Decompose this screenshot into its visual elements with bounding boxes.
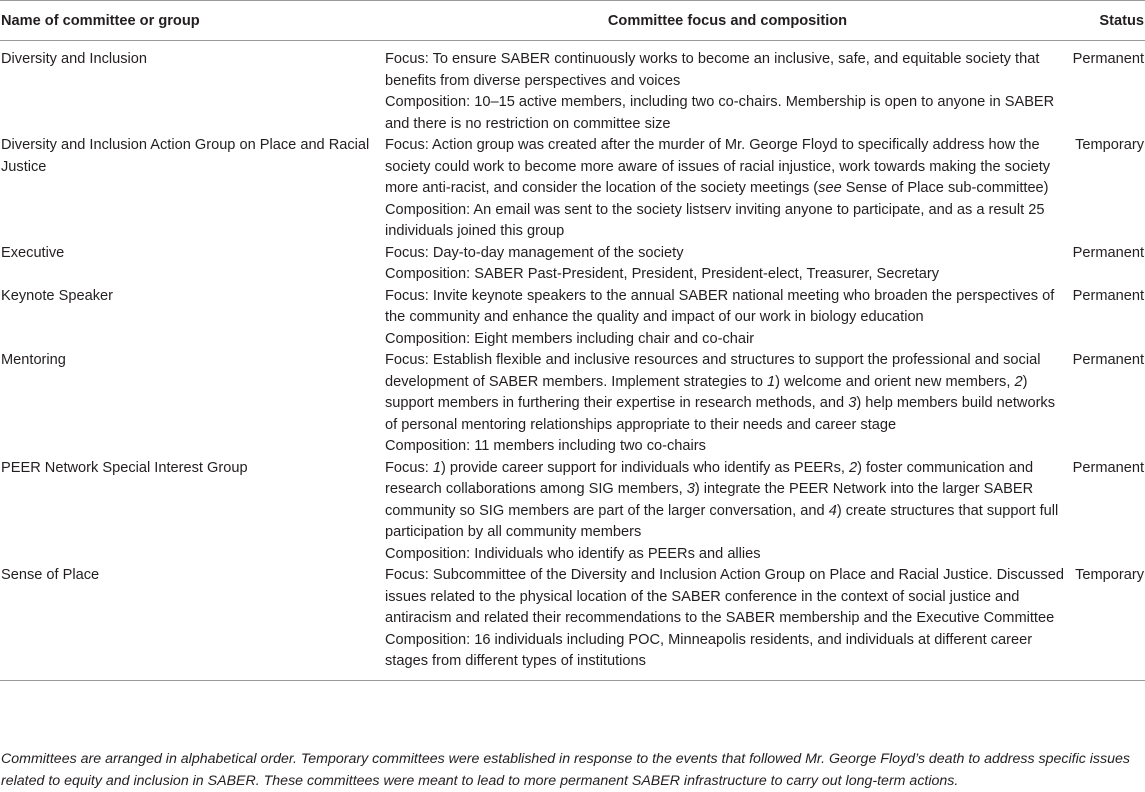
list-number: 2 (1014, 373, 1023, 390)
committee-status: Temporary (1070, 565, 1145, 680)
composition-text: Composition: An email was sent to the society listserv inviting anyone to participate, and as a result 25 individuals joined this group (385, 201, 1045, 239)
focus-text: Focus: Day-to-day management of the society (385, 244, 684, 261)
table-row (0, 286, 1145, 351)
focus-text: Focus: To ensure SABER continuously works to become an inclusive, safe, and equitable society that benefits from diverse perspectives and voices (385, 51, 1040, 89)
focus-text-part: ) integrate the PEER Network into the larger SABER community so SIG members are part of the larger conversation, and (385, 481, 1034, 519)
focus-text (385, 458, 1070, 544)
list-number: 3 (686, 481, 695, 497)
focus-text-emphasis: see (818, 180, 842, 196)
focus-text-part: ) welcome and orient new members, (775, 373, 1015, 390)
focus-text-part: ) provide career support for individuals who identify as PEERs, (440, 459, 849, 476)
focus-text-part: ) support members in furthering their expertise in research methods, and (385, 373, 1028, 411)
focus-text (385, 350, 1070, 436)
focus-text-part: ) help members build networks of personal mentoring relationships appropriate to their needs and career stage (385, 395, 1056, 433)
composition-text: Composition: 11 members including two co-chairs (385, 438, 706, 454)
committee-name: Mentoring (1, 352, 66, 368)
committee-status: Permanent (1072, 352, 1144, 368)
committee-name: PEER Network Special Interest Group (1, 459, 248, 476)
composition-text: Composition: SABER Past-President, President, President-elect, Treasurer, Secretary (385, 266, 939, 282)
focus-text (385, 135, 1070, 200)
list-number: 3 (848, 395, 857, 411)
table-row (0, 41, 1145, 136)
table-footnote: Committees are arranged in alphabetical order. Temporary committees were established in response to the events that followed Mr. George Floyd’s death to address specific issues related to equity and inclusion in SABER. These committees were meant to lead to more permanent SABER infrastructure to carry out long-term actions. (1, 751, 1130, 789)
header-focus: Committee focus and composition (385, 1, 1070, 41)
committee-status: Permanent (1072, 459, 1144, 476)
committee-status: Temporary (1075, 137, 1144, 153)
composition-text: Composition: Eight members including chair and co-chair (385, 330, 755, 347)
list-number: 1 (767, 373, 776, 390)
list-number: 1 (432, 459, 441, 476)
table-row (0, 350, 1145, 458)
composition-text: Composition: 16 individuals including POC, Minneapolis residents, and individuals at different career stages from different types of institutions (385, 631, 1033, 669)
committee-name: Diversity and Inclusion Action Group on Place and Racial Justice (1, 137, 370, 175)
committee-focus-composition (385, 350, 1070, 458)
committee-name: Executive (1, 244, 65, 261)
header-name: Name of committee or group (0, 1, 385, 41)
focus-text-part: Focus: (385, 459, 433, 476)
committee-status: Permanent (1072, 244, 1144, 261)
committee-name: Diversity and Inclusion (1, 51, 148, 67)
committee-focus-composition (385, 565, 1070, 680)
focus-text-part: Focus: Action group was created after the murder of Mr. George Floyd to specifically address how the society could work to become more aware of issues of racial injustice, work towards making the society more anti-racist, and consider the location of the society meetings ( (385, 137, 1051, 196)
table-header-row (0, 1, 1145, 41)
focus-text-part: ) create structures that support full participation by all community members (385, 502, 1059, 540)
table-row (0, 565, 1145, 680)
committee-name: Sense of Place (0, 565, 385, 680)
list-number: 2 (849, 459, 858, 476)
table-row (0, 458, 1145, 566)
focus-text-part: ) foster communication and research collaborations among SIG members, (385, 459, 1034, 497)
focus-text: Focus: Invite keynote speakers to the annual SABER national meeting who broaden the perspectives of the community and enhance the quality and impact of our work in biology education (385, 287, 1055, 325)
list-number: 4 (828, 502, 837, 519)
committee-status: Permanent (1072, 51, 1144, 67)
committee-focus-composition (385, 458, 1070, 566)
focus-text-part: Sense of Place sub-committee) (841, 180, 1049, 196)
table-row (0, 243, 1145, 286)
focus-text-part: Focus: Establish flexible and inclusive resources and structures to support the professional and social development of SABER members. Implement strategies to (385, 352, 1041, 390)
composition-text: Composition: 10–15 active members, including two co-chairs. Membership is open to anyone in SABER and there is no restriction on committee size (385, 94, 1055, 132)
committee-name: Keynote Speaker (1, 287, 113, 304)
composition-text: Composition: Individuals who identify as PEERs and allies (385, 545, 761, 562)
header-status: Status (1070, 1, 1145, 41)
committee-status: Permanent (1072, 287, 1144, 304)
committee-focus-composition (385, 41, 1070, 136)
table-row (0, 135, 1145, 243)
committee-focus-composition (385, 286, 1070, 351)
committee-focus-composition (385, 135, 1070, 243)
focus-text: Focus: Subcommittee of the Diversity and Inclusion Action Group on Place and Racial Justice. Discussed issues related to the physical location of the SABER conference in the context of social justice and antiracism and related their recommendations to the SABER membership and the Executive Committee (385, 567, 1064, 626)
committee-focus-composition (385, 243, 1070, 286)
